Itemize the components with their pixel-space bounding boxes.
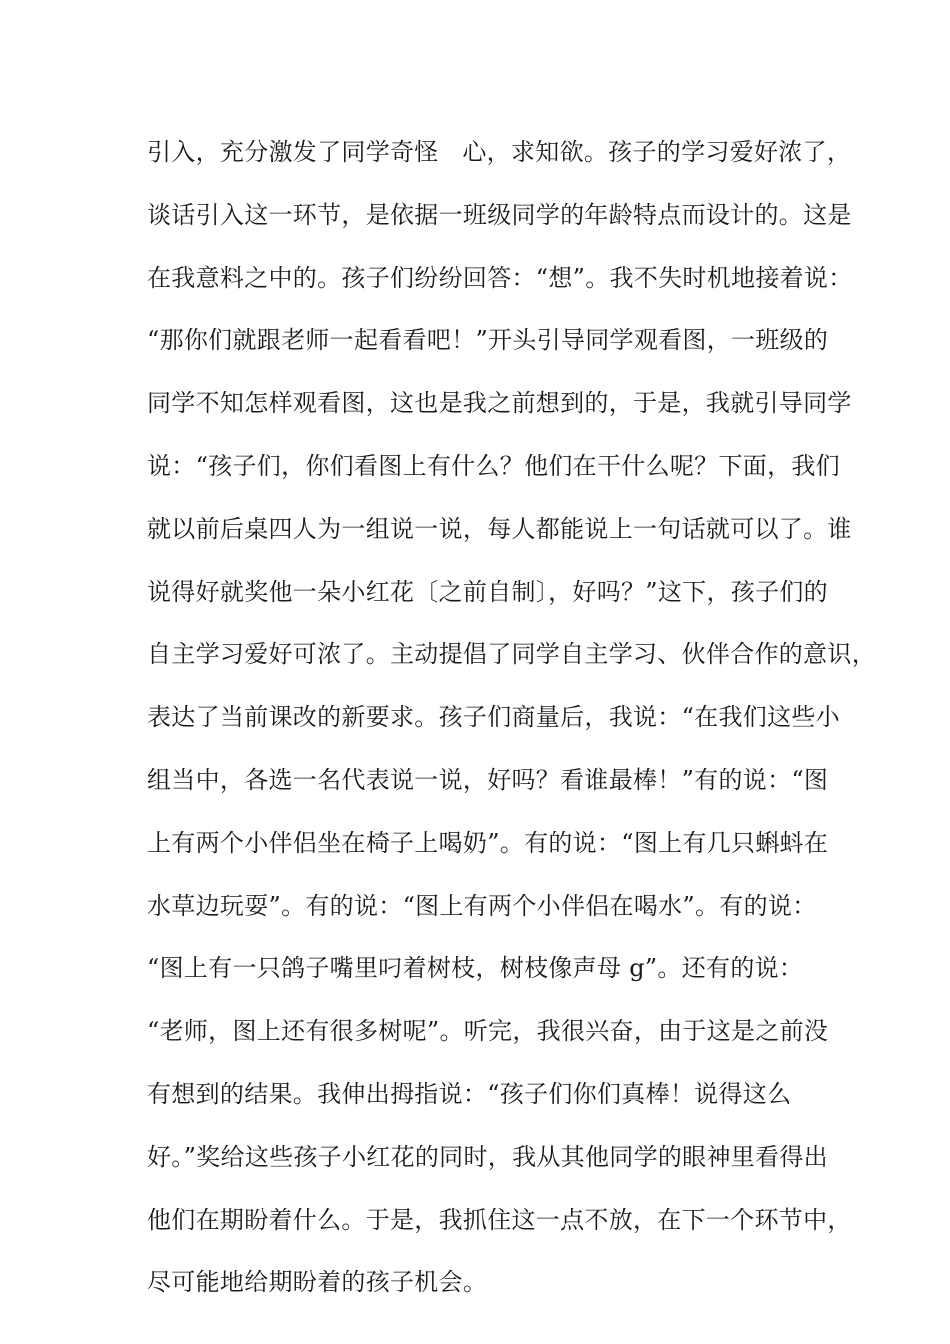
text-line: 自主学习爱好可浓了。主动提倡了同学自主学习、伙伴合作的意识，: [147, 640, 876, 669]
text-line: 说得好就奖他一朵小红花〔之前自制〕，好吗？”这下，孩子们的: [147, 577, 828, 606]
text-line: 上有两个小伴侣坐在椅子上喝奶”。有的说：“图上有几只蝌蚪在: [147, 828, 829, 857]
text-line: 组当中，各选一名代表说一说，好吗？看谁最棒！”有的说：“图: [147, 765, 829, 794]
text-line: 说：“孩子们，你们看图上有什么？他们在干什么呢？下面，我们: [147, 451, 840, 480]
text-line: “图上有一只鸽子嘴里叼着树枝，树枝像声母 g”。还有的说：: [147, 954, 804, 983]
body-text: [147, 128, 876, 1321]
text-line: 在我意料之中的。孩子们纷纷回答：“想”。我不失时机地接着说：: [147, 263, 853, 292]
text-line: 尽可能地给期盼着的孩子机会。: [147, 1268, 488, 1297]
text-line: 他们在期盼着什么。于是，我抓住这一点不放，在下一个环节中，: [147, 1205, 852, 1234]
text-line: 引入，充分激发了同学奇怪 心，求知欲。孩子的学习爱好浓了，: [147, 138, 852, 166]
text-line: 有想到的结果。我伸出拇指说：“孩子们你们真棒！说得这么: [147, 1079, 792, 1108]
text-line: 就以前后桌四人为一组说一说，每人都能说上一句话就可以了。谁: [147, 514, 852, 543]
text-line: “那你们就跟老师一起看看吧！”开头引导同学观看图，一班级的: [147, 326, 829, 355]
text-line: 水草边玩耍”。有的说：“图上有两个小伴侣在喝水”。有的说：: [147, 891, 817, 920]
text-line: 谈话引入这一环节，是依据一班级同学的年龄特点而设计的。这是: [147, 200, 852, 229]
text-line: 好。”奖给这些孩子小红花的同时，我从其他同学的眼神里看得出: [147, 1142, 828, 1171]
text-line: 同学不知怎样观看图，这也是我之前想到的，于是，我就引导同学: [147, 389, 852, 418]
text-line: 表达了当前课改的新要求。孩子们商量后，我说：“在我们这些小: [147, 703, 840, 732]
text-line: “老师，图上还有很多树呢”。听完，我很兴奋，由于这是之前没: [147, 1017, 829, 1046]
